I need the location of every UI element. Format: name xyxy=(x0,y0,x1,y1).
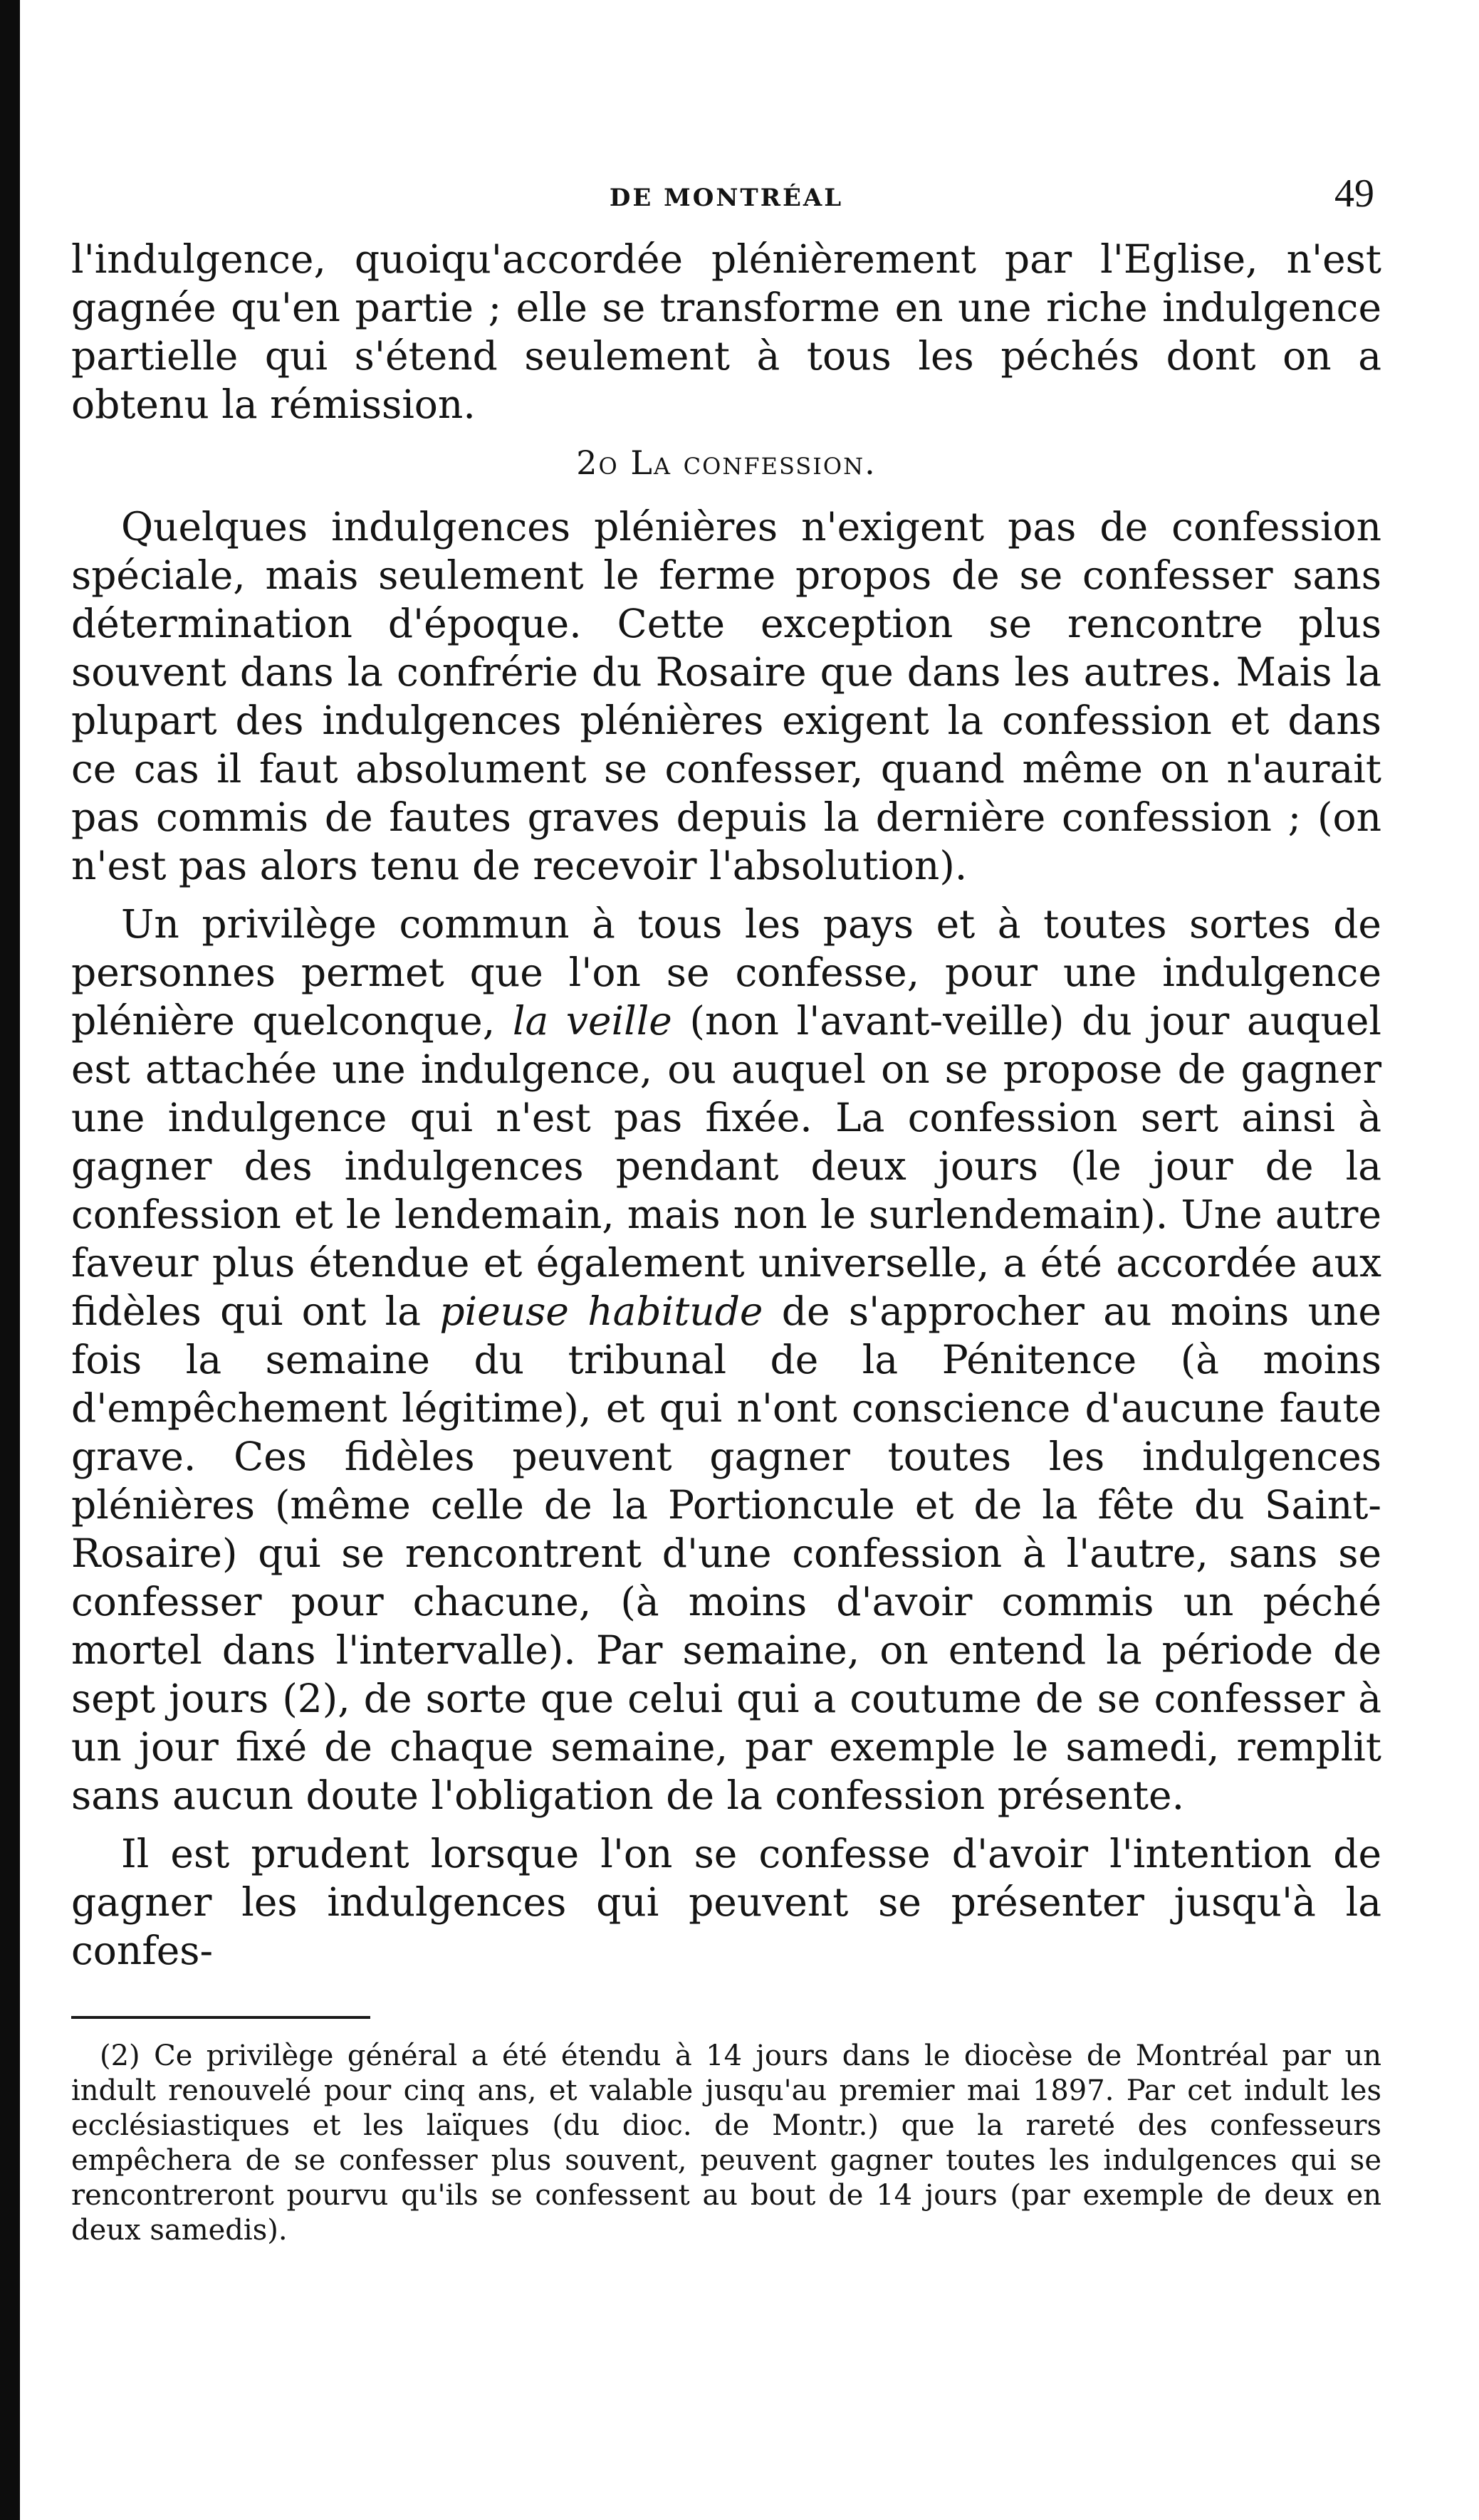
paragraph-privilege-text-2: (non l'avant-veille) du jour auquel est attachée une indulgence, ou auquel on se propose de gagner une indulgence qui n'est pas fixée. La confession sert ainsi à gagner des indulgences pendant deux jours (le jour de la confession et le lendemain, mais non le surlendemain). Une autre faveur plus étendue et également universelle, a été accordée aux fidèles qui ont la xyxy=(71,998,1381,1334)
running-header xyxy=(71,171,1381,235)
footnote-divider xyxy=(71,2016,370,2019)
book-page xyxy=(71,171,1381,2248)
running-title: DE MONTRÉAL xyxy=(609,184,844,212)
footnote: (2) Ce privilège général a été étendu à 14 jours dans le diocèse de Montréal par un indult renouvelé pour cinq ans, et valable jusqu'au premier mai 1897. Par cet indult les ecclésiastiques et les laïques (du dioc. de Montr.) que la rareté des confesseurs empêchera de se confesser plus souvent, peuvent gagner toutes les indulgences qui se rencontreront pourvu qu'ils se confessent au bout de 14 jours (par exemple de deux en deux samedis). xyxy=(71,2039,1381,2247)
paragraph-privilege-text-1: Un privilège commun à tous les pays et à toutes sortes de personnes permet que l'on se confesse, pour une indulgence plénière quelconque, xyxy=(71,901,1381,1044)
page-number: 49 xyxy=(1334,172,1374,216)
emphasis-pieuse-habitude: pieuse habitude xyxy=(439,1288,763,1334)
emphasis-la-veille: la veille xyxy=(512,998,672,1044)
paragraph-privilege-text-3: de s'approcher au moins une fois la semaine du tribunal de la Pénitence (à moins d'empêchement légitime), et qui n'ont conscience d'aucune faute grave. Ces fidèles peuvent gagner toutes les indulgences plénières (même celle de la Portioncule et de la fête du Saint-Rosaire) qui se rencontrent d'une confession à l'autre, sans se confesser pour chacune, (à moins d'avoir commis un péché mortel dans l'intervalle). Par semaine, on entend la période de sept jours (2), de sorte que celui qui a coutume de se confesser à un jour fixé de chaque semaine, par exemple le samedi, remplit sans aucun doute l'obligation de la confession présente. xyxy=(71,1288,1381,1818)
page-binding-edge xyxy=(0,0,20,2520)
paragraph-continuation: l'indulgence, quoiqu'accordée plénièrement par l'Eglise, n'est gagnée qu'en partie ; elle se transforme en une riche indulgence partielle qui s'étend seulement à tous les péchés dont on a obtenu la rémission. xyxy=(71,236,1381,427)
paragraph-intention: Il est prudent lorsque l'on se confesse d'avoir l'intention de gagner les indulgences qui peuvent se présenter jusqu'à la confes- xyxy=(71,1831,1381,1973)
body-text xyxy=(71,235,1381,1975)
paragraph-privilege xyxy=(71,900,1381,1820)
section-heading: 2o La confession. xyxy=(576,443,877,482)
paragraph-confession-requirements: Quelques indulgences plénières n'exigent pas de confession spéciale, mais seulement le ferme propos de se confesser sans détermination d'époque. Cette exception se rencontre plus souvent dans la confrérie du Rosaire que dans les autres. Mais la plupart des indulgences plénières exigent la confession et dans ce cas il faut absolument se confesser, quand même on n'aurait pas commis de fautes graves depuis la dernière confession ; (on n'est pas alors tenu de recevoir l'absolution). xyxy=(71,504,1381,888)
